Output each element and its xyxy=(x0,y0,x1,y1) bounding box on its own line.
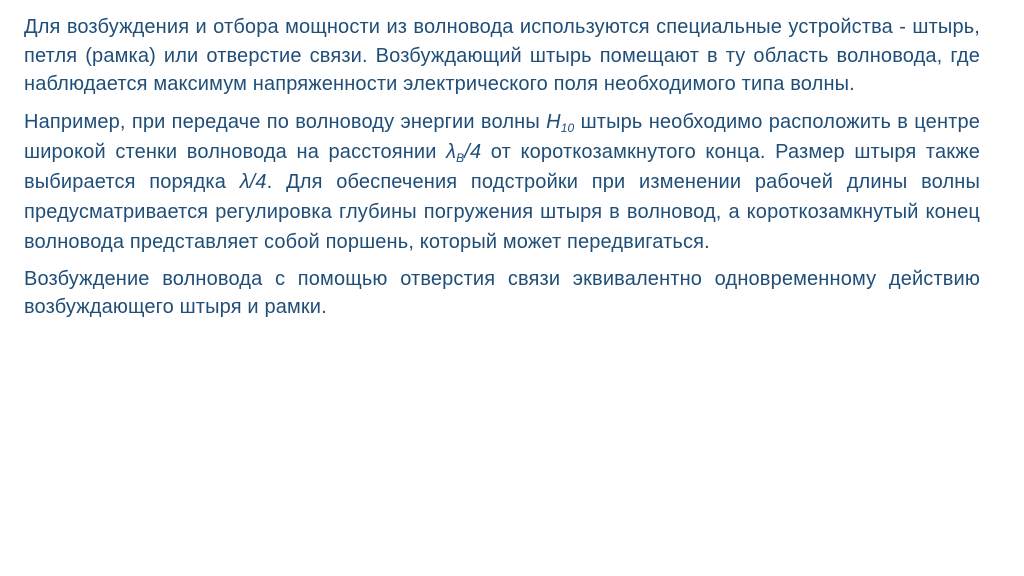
quarter-fraction: /4 xyxy=(464,140,482,163)
text-content xyxy=(24,13,980,330)
p2-text-1: Например, при передаче по волноводу энергии волны xyxy=(24,110,547,133)
paragraph-3: Возбуждение волновода с помощью отверстия связи эквивалентно одновременному действию возбуждающего штыря и рамки. xyxy=(24,267,980,318)
p2-text-4: . Для обеспечения подстройки при изменении рабочей длины волны предусматривается регулировка глубины погружения штыря в волновод, а короткозамкнутый конец волновода представляет собой поршень, который может передвигаться. xyxy=(24,170,980,253)
lambda-symbol: λ xyxy=(446,140,457,163)
lambda-quarter: λ/4 xyxy=(239,170,267,193)
paragraph-1: Для возбуждения и отбора мощности из волновода используются специальные устройства - штырь, петля (рамка) или отверстие связи. Возбуждающий штырь помещают в ту область волновода, где наблюдается максимум напряженности электрического поля необходимого типа волны. xyxy=(24,16,980,95)
p2-text-3: от короткозамкнутого конца. Размер штыря также выбирается порядка xyxy=(24,140,980,193)
mode-subscript: 10 xyxy=(560,120,575,135)
p2-text-2: штырь необходимо расположить в центре широкой стенки волновода на расстоянии xyxy=(24,110,981,163)
lambda-subscript: В xyxy=(456,150,465,165)
paragraph-2 xyxy=(24,107,980,257)
mode-symbol-h: H xyxy=(546,110,561,133)
